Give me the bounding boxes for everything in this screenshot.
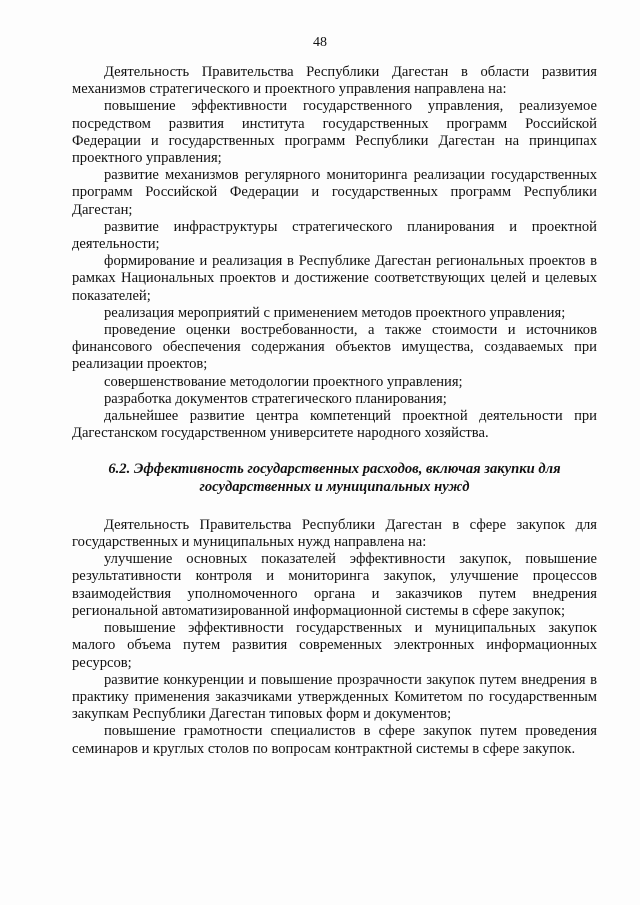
paragraph: улучшение основных показателей эффективности закупок, повышение результативности контроля и мониторинга закупок, улучшение процессов взаимодействия уполномоченного органа и заказчиков путем внедрения региональной автоматизированной информационной системы в сфере закупок; [72, 551, 597, 619]
page-number: 48 [313, 35, 327, 50]
paragraph: развитие механизмов регулярного мониторинга реализации государственных программ Российской Федерации и государственных программ Республики Дагестан; [72, 167, 597, 218]
paragraph: повышение эффективности государственного управления, реализуемое посредством развития института государственных программ Российской Федерации и государственных программ Республики Дагестан на принципах проектного управления; [72, 98, 597, 167]
paragraph: совершенствование методологии проектного управления; [104, 373, 463, 390]
paragraph: Деятельность Правительства Республики Дагестан в области развития механизмов стратегического и проектного управления направлена на: [72, 64, 597, 98]
paragraph: разработка документов стратегического планирования; [104, 390, 447, 407]
paragraph: развитие инфраструктуры стратегического планирования и проектной деятельности; [72, 218, 597, 253]
document-body [72, 64, 597, 758]
section-heading-line: 6.2. Эффективность государственных расходов, включая закупки для [108, 461, 561, 478]
paragraph: формирование и реализация в Республике Дагестан региональных проектов в рамках Национальных проектов и достижение соответствующих целей и целевых показателей; [72, 253, 597, 304]
paragraph: повышение эффективности государственных и муниципальных закупок малого объема путем развития современных электронных информационных ресурсов; [72, 620, 597, 671]
paragraph: реализация мероприятий с применением методов проектного управления; [104, 304, 566, 321]
paragraph: дальнейшее развитие центра компетенций проектной деятельности при Дагестанском государственном университете народного хозяйства. [72, 408, 597, 442]
section-heading-line: государственных и муниципальных нужд [199, 478, 470, 495]
section-heading [72, 461, 597, 495]
paragraph: развитие конкуренции и повышение прозрачности закупок путем внедрения в практику применения заказчиками утвержденных Комитетом по государственным закупкам Республики Дагестан типовых форм и документов; [72, 671, 597, 723]
paragraph: повышение грамотности специалистов в сфере закупок путем проведения семинаров и круглых столов по вопросам контрактной системы в сфере закупок. [72, 723, 597, 757]
paragraph: проведение оценки востребованности, а также стоимости и источников финансового обеспечения содержания объектов имущества, создаваемых при реализации проектов; [72, 322, 597, 373]
paragraph: Деятельность Правительства Республики Дагестан в сфере закупок для государственных и муниципальных нужд направлена на: [72, 516, 597, 551]
